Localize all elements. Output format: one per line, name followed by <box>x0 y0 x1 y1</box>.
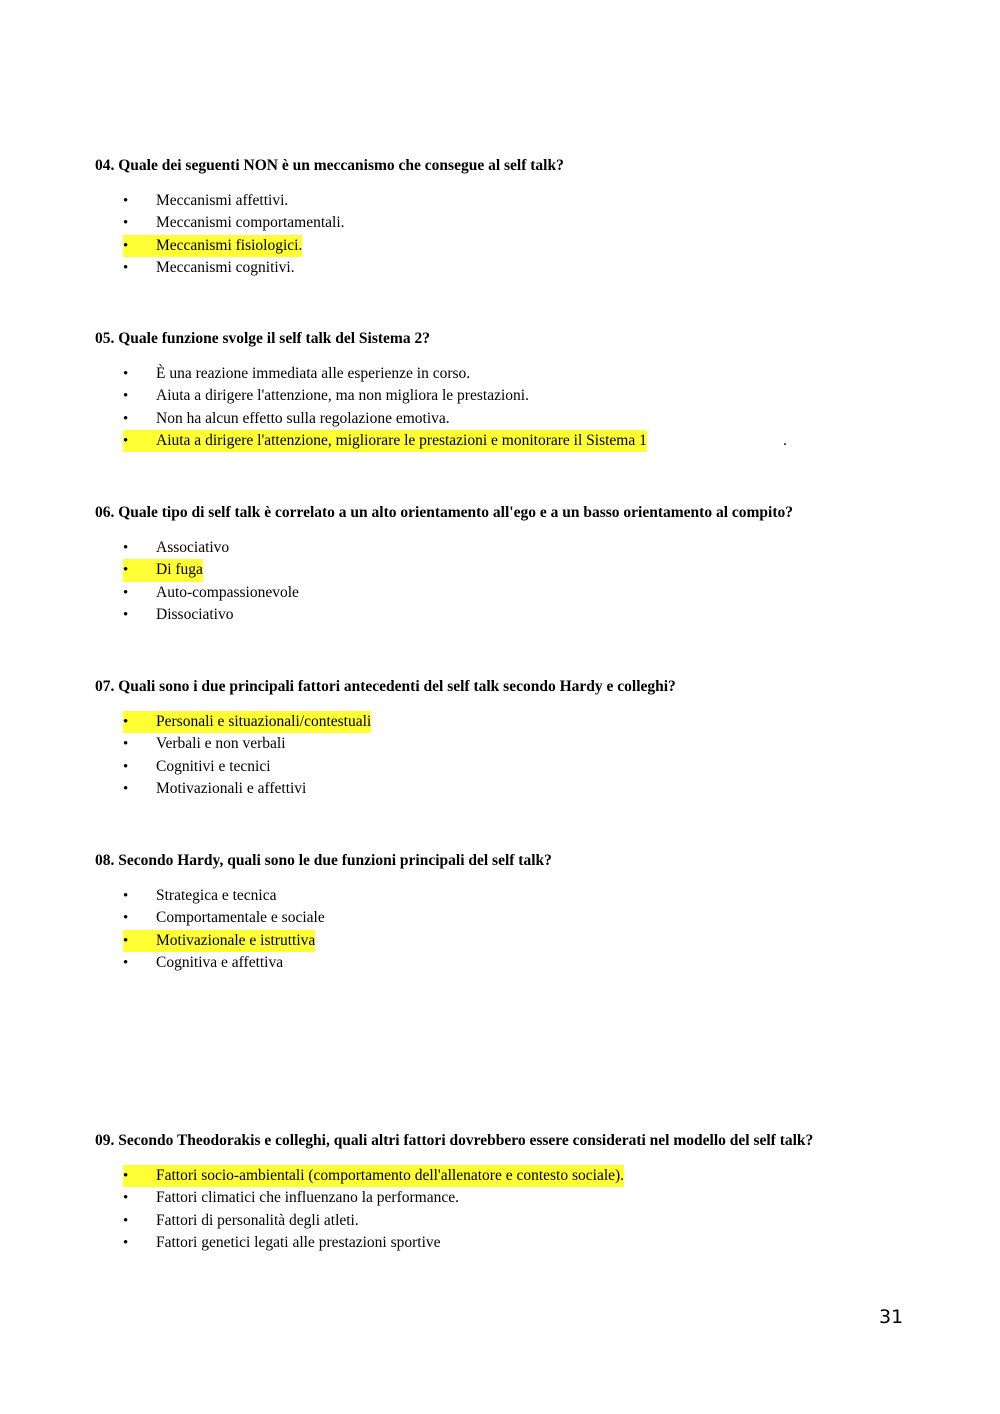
question-block-06 <box>95 503 955 626</box>
option-text: Personali e situazionali/contestuali <box>156 711 371 733</box>
option-item <box>95 212 955 234</box>
question-block-08 <box>95 851 955 974</box>
option-text: Comportamentale e sociale <box>156 909 325 927</box>
bullet-icon <box>123 1187 133 1209</box>
option-text: Fattori genetici legati alle prestazioni sportive <box>156 1233 441 1251</box>
option-text: Aiuta a dirigere l'attenzione, ma non migliora le prestazioni. <box>156 387 529 405</box>
option-text: Meccanismi fisiologici. <box>156 235 302 257</box>
question-title: 06. Quale tipo di self talk è correlato a un alto orientamento all'ego e a un basso orientamento al compito? <box>95 504 794 521</box>
options-list <box>95 363 955 452</box>
options-list <box>95 1165 955 1254</box>
option-item <box>95 778 955 800</box>
bullet-icon <box>123 582 133 604</box>
bullet-icon <box>123 430 156 452</box>
option-text: Meccanismi comportamentali. <box>156 214 345 232</box>
question-title: 08. Secondo Hardy, quali sono le due funzioni principali del self talk? <box>95 852 552 869</box>
bullet-icon <box>123 756 133 778</box>
bullet-icon <box>123 363 133 385</box>
question-title: 05. Quale funzione svolge il self talk del Sistema 2? <box>95 330 430 347</box>
option-item-correct <box>95 930 955 952</box>
option-text: Non ha alcun effetto sulla regolazione emotiva. <box>156 409 450 427</box>
option-item <box>95 582 955 604</box>
question-title: 09. Secondo Theodorakis e colleghi, quali altri fattori dovrebbero essere considerati nel modello del self talk? <box>95 1132 814 1149</box>
option-text: Fattori socio-ambientali (comportamento dell'allenatore e contesto sociale). <box>156 1165 624 1187</box>
option-text: Motivazionale e istruttiva <box>156 930 315 952</box>
option-trailing-text: . <box>783 431 787 449</box>
option-item <box>95 408 955 430</box>
options-list <box>95 537 955 626</box>
bullet-icon <box>123 257 133 279</box>
bullet-icon <box>123 733 133 755</box>
option-item-correct <box>95 235 955 257</box>
option-text: Fattori climatici che influenzano la performance. <box>156 1189 459 1207</box>
option-item <box>95 385 955 407</box>
option-item <box>95 1210 955 1232</box>
bullet-icon <box>123 778 133 800</box>
option-text: Meccanismi affettivi. <box>156 192 289 209</box>
option-item <box>95 1232 955 1254</box>
option-item <box>95 537 955 559</box>
option-text: Cognitivi e tecnici <box>156 757 271 775</box>
option-text: È una reazione immediata alle esperienze in corso. <box>156 365 471 382</box>
option-item <box>95 257 955 279</box>
bullet-icon <box>123 385 133 407</box>
option-text: Motivazionali e affettivi <box>156 779 307 797</box>
option-text: Dissociativo <box>156 605 234 623</box>
option-item <box>95 885 955 907</box>
option-text: Auto-compassionevole <box>156 583 299 601</box>
bullet-icon <box>123 537 133 559</box>
option-item-correct <box>95 559 955 581</box>
option-text: Aiuta a dirigere l'attenzione, migliorare le prestazioni e monitorare il Sistema 1 <box>156 430 647 452</box>
bullet-icon <box>123 408 133 430</box>
option-text: Cognitiva e affettiva <box>156 953 284 971</box>
options-list <box>95 190 955 279</box>
bullet-icon <box>123 930 156 952</box>
option-text: Di fuga <box>156 559 203 581</box>
option-item-correct <box>95 711 955 733</box>
bullet-icon <box>123 907 133 929</box>
option-item <box>95 733 955 755</box>
option-item <box>95 907 955 929</box>
question-title: 07. Quali sono i due principali fattori antecedenti del self talk secondo Hardy e colleghi? <box>95 678 676 695</box>
bullet-icon <box>123 190 133 212</box>
question-block-07 <box>95 677 955 800</box>
options-list <box>95 711 955 800</box>
option-item <box>95 756 955 778</box>
bullet-icon <box>123 235 156 257</box>
option-item-correct <box>95 430 955 452</box>
options-list <box>95 885 955 974</box>
bullet-icon <box>123 711 156 733</box>
option-item <box>95 363 955 385</box>
bullet-icon <box>123 952 133 974</box>
question-title: 04. Quale dei seguenti NON è un meccanismo che consegue al self talk? <box>95 157 564 174</box>
bullet-icon <box>123 1165 156 1187</box>
option-text: Fattori di personalità degli atleti. <box>156 1211 359 1229</box>
bullet-icon <box>123 1210 133 1232</box>
bullet-icon <box>123 559 156 581</box>
option-text: Verbali e non verbali <box>156 735 286 753</box>
bullet-icon <box>123 1232 133 1254</box>
question-block-09 <box>95 1131 955 1254</box>
bullet-icon <box>123 212 133 234</box>
option-text: Associativo <box>156 539 230 556</box>
option-item <box>95 952 955 974</box>
option-item <box>95 604 955 626</box>
option-text: Meccanismi cognitivi. <box>156 258 295 276</box>
option-item-correct <box>95 1165 955 1187</box>
bullet-icon <box>123 885 133 907</box>
question-block-04 <box>95 156 955 279</box>
question-block-05 <box>95 329 955 452</box>
option-item <box>95 1187 955 1209</box>
bullet-icon <box>123 604 133 626</box>
page-number: 31 <box>879 1306 904 1328</box>
option-item <box>95 190 955 212</box>
option-text: Strategica e tecnica <box>156 887 277 904</box>
